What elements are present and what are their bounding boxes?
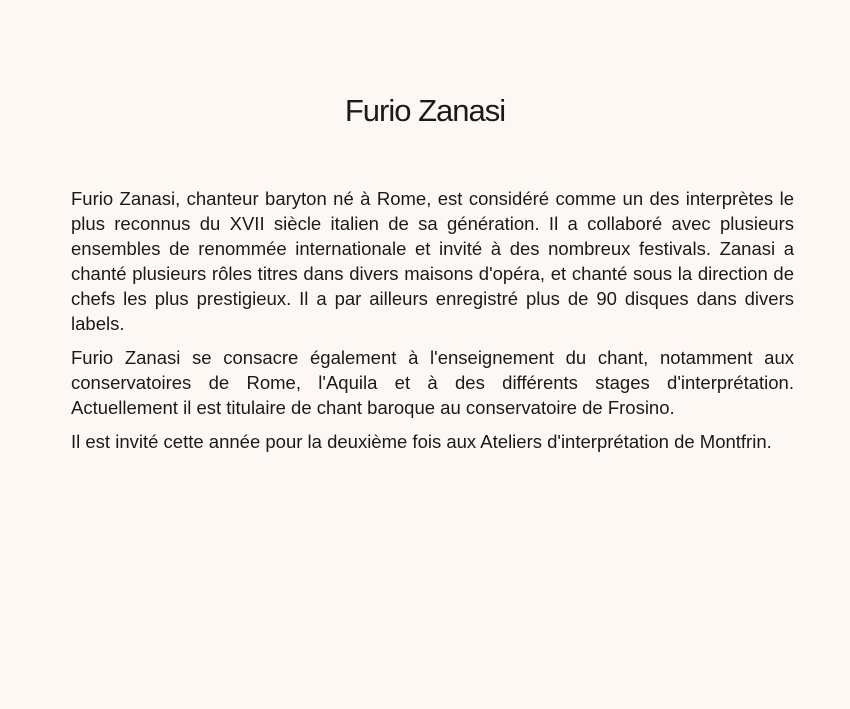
biography-paragraph: Furio Zanasi, chanteur baryton né à Rome, est considéré comme un des interprètes le plus reconnus du XVII siècle italien de sa génération. Il a collaboré avec plusieurs ensembles de renommée internationale et invité à des nombreux festivals. Zanasi a chanté plusieurs rôles titres dans divers maisons d'opéra, et chanté sous la direction de chefs les plus prestigieux. Il a par ailleurs enregistré plus de 90 disques dans divers labels. [71,188,794,334]
biography-paragraph: Furio Zanasi se consacre également à l'enseignement du chant, notamment aux conservatoires de Rome, l'Aquila et à des différents stages d'interprétation. Actuellement il est titulaire de chant baroque au conservatoire de Frosino. [71,347,794,418]
biography-text [71,186,794,463]
page-title: Furio Zanasi [344,93,506,128]
biography-paragraph: Il est invité cette année pour la deuxième fois aux Ateliers d'interprétation de Montfrin. [71,431,772,452]
